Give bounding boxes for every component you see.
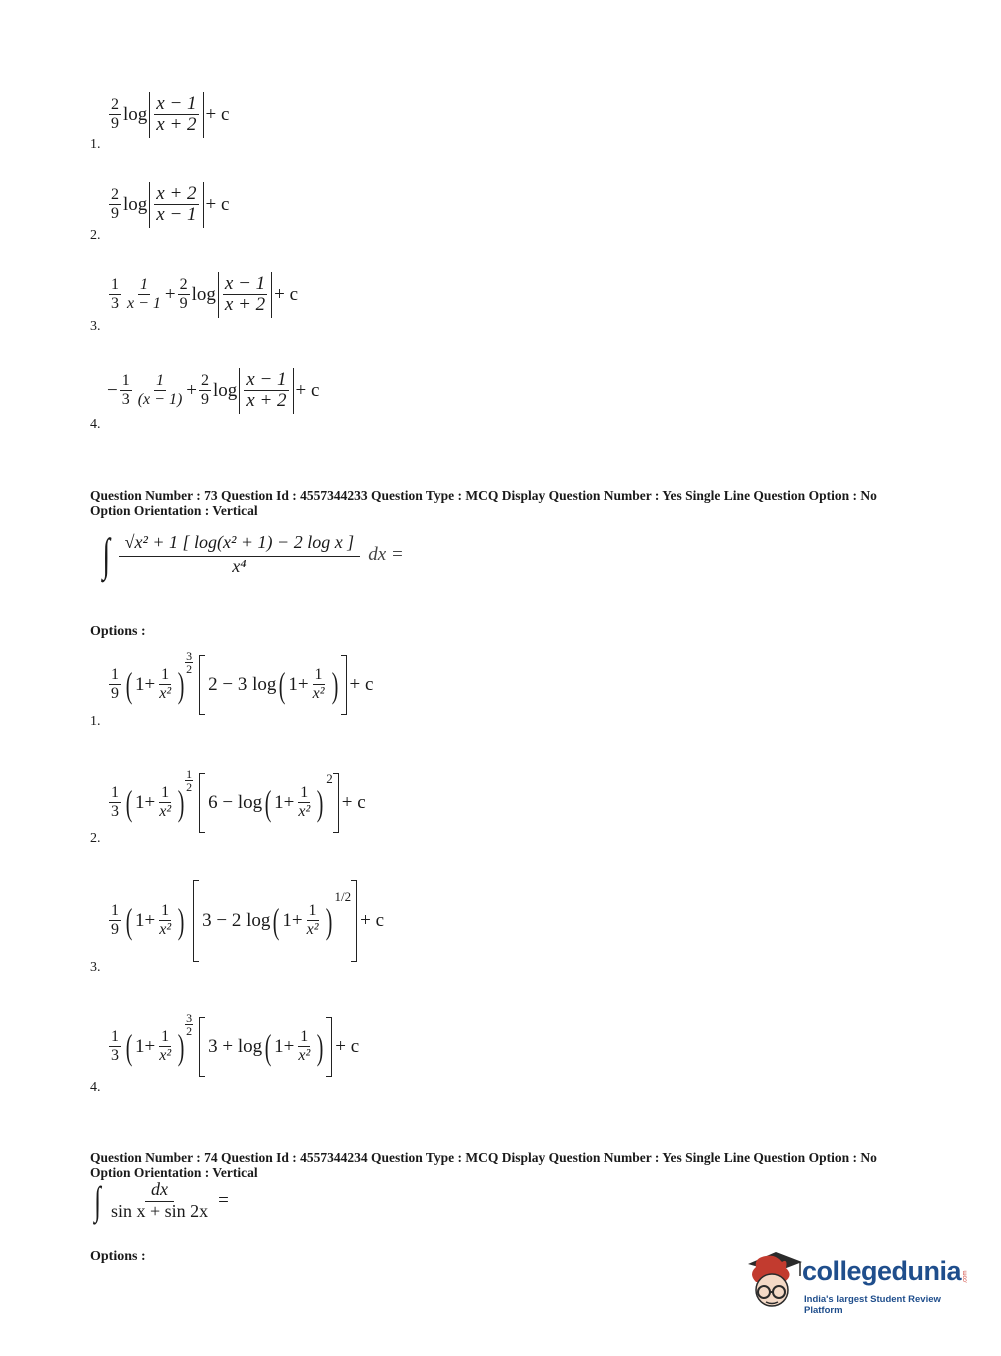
log-label: log bbox=[123, 103, 148, 125]
option-number: 2. bbox=[90, 228, 101, 243]
mascot-icon bbox=[742, 1248, 804, 1316]
option-expression: $\frac{1}{3}$ $\frac{1}{x - 1}$ + $\frac{2}{9}$ log $\frac{x - 1}{x + 2}$ + c bbox=[107, 272, 298, 318]
option-number: 3. bbox=[90, 319, 101, 334]
question-integral bbox=[100, 529, 404, 580]
differential: dx = bbox=[368, 544, 404, 565]
brand-domain: .com bbox=[962, 1270, 969, 1284]
option-expression: $\frac{1}{3}$ ( 1 + $\frac{1}{\text{x²}}$ ) 3 2 3 + log ( 1 + $\frac{1}{\text{x²}}$ ) + c bbox=[107, 1012, 359, 1082]
constant: + c bbox=[205, 103, 230, 125]
option-number: 1. bbox=[90, 137, 101, 152]
options-label: Options : bbox=[90, 624, 146, 639]
integrand-fraction: $\frac{dx}{\text{sin x + sin 2x}}$ bbox=[110, 1179, 209, 1221]
option-expression: − $\frac{1}{3}$ $\frac{1}{(x - 1)}$ + $\frac{2}{9}$ log $\frac{x - 1}{x + 2}$ + c bbox=[107, 368, 319, 414]
option-number: 4. bbox=[90, 417, 101, 432]
question-meta: Question Number : 73 Question Id : 4557344233 Question Type : MCQ Display Question Number : Yes Single Line Question Option : No Option Orientation : Vertical bbox=[90, 488, 877, 518]
option-number: 2. bbox=[90, 831, 101, 846]
brand-tagline: India's largest Student Review Platform bbox=[804, 1294, 941, 1316]
absolute-value: $\frac{x - 1}{x + 2}$ bbox=[218, 272, 272, 318]
coefficient-fraction: $\frac{2}{9}$ bbox=[111, 96, 119, 133]
option-number: 4. bbox=[90, 1080, 101, 1095]
absolute-value: $\frac{x - 1}{x + 2}$ bbox=[149, 92, 203, 138]
options-label: Options : bbox=[90, 1249, 146, 1264]
option-number: 3. bbox=[90, 960, 101, 975]
question-meta: Question Number : 74 Question Id : 4557344234 Question Type : MCQ Display Question Number : Yes Single Line Question Option : No Option Orientation : Vertical bbox=[90, 1150, 877, 1180]
option-expression bbox=[107, 182, 229, 228]
option-expression: $\frac{1}{9}$ ( 1 + $\frac{1}{\text{x²}}$ ) 3 − 2 log ( 1 + $\frac{1}{\text{x²}}$ ) 1/2 + c bbox=[107, 886, 384, 956]
option-expression: $\frac{1}{3}$ ( 1 + $\frac{1}{\text{x²}}$ ) 1 2 6 − log ( 1 + $\frac{1}{\text{x²}}$ ) 2 + c bbox=[107, 768, 366, 838]
option-expression: $\frac{1}{9}$ ( 1 + $\frac{1}{\text{x²}}$ ) 3 2 2 − 3 log ( 1 + $\frac{1}{\text{x²}}$ ) + c bbox=[107, 650, 373, 720]
integrand-fraction: $\frac{\text{√x² + 1 [ log(x² + 1) − 2 log x ]}}{\text{x⁴}}$ bbox=[119, 533, 361, 577]
question-integral: ∫ $\frac{dx}{\text{sin x + sin 2x}}$ = bbox=[94, 1177, 229, 1223]
constant: + c bbox=[205, 193, 230, 215]
option-number: 1. bbox=[90, 714, 101, 729]
log-label: log bbox=[123, 193, 148, 215]
brand-name: collegedunia bbox=[802, 1256, 962, 1286]
collegedunia-logo bbox=[742, 1248, 972, 1318]
absolute-value: $\frac{x + 2}{x - 1}$ bbox=[149, 182, 203, 228]
integral-sign: ∫ bbox=[102, 529, 111, 580]
coefficient-fraction: $\frac{2}{9}$ bbox=[111, 186, 119, 223]
integral-sign: ∫ bbox=[94, 1177, 101, 1223]
option-expression bbox=[107, 92, 229, 138]
absolute-value: $\frac{x - 1}{x + 2}$ bbox=[239, 368, 293, 414]
